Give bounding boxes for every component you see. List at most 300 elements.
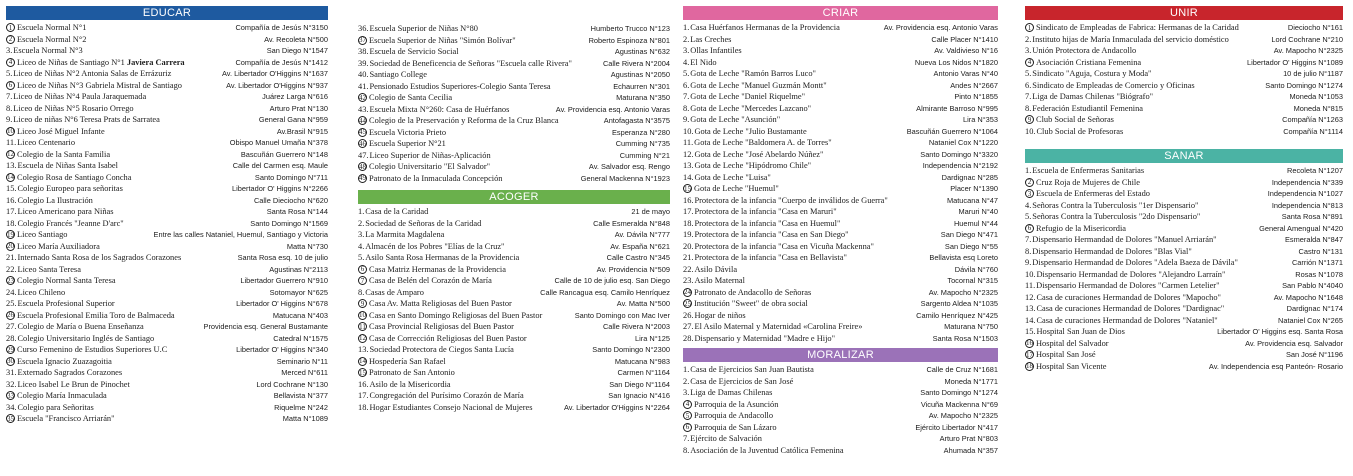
institution-name — [1032, 46, 1269, 55]
item-number: 21. — [6, 253, 17, 263]
institution-name-text: Sindicato de Empleadas de Fabrica: Hermanas de la Caridad — [1036, 23, 1239, 33]
item-number: 18. — [683, 218, 694, 228]
institution-address: Calle Castro N°345 — [606, 253, 670, 263]
institution-name-text: Hospedería San Rafael — [369, 356, 446, 366]
institution-address: Av. Recoleta N°500 — [264, 34, 328, 44]
item-number: 4. — [358, 241, 365, 251]
institution-address: Cumming N°735 — [615, 139, 670, 149]
institution-name-text: Sindicato "Aguja, Costura y Moda" — [1032, 69, 1152, 79]
item-number: 6. — [1025, 80, 1032, 90]
institution-address: General Amengual N°420 — [1259, 223, 1343, 233]
institution-name — [694, 196, 943, 205]
institution-name-text: Escuela Mixta N°260: Casa de Huérfanos — [369, 104, 510, 114]
institution-name-text: Escuela Ignacio Zuazagoitia — [17, 356, 112, 366]
institution-address: Av. Providencia esq. Antonio Varas — [555, 104, 670, 114]
circled-item-number: 29 — [7, 345, 14, 354]
section-list-criar — [683, 20, 998, 344]
institution-name-text: Federación Estudiantil Femenina — [1032, 103, 1143, 113]
list-item — [6, 287, 328, 299]
institution-name-text: Casa de curaciones Hermandad de Dolores "Dardignac" — [1036, 304, 1225, 314]
circled-item-number: 6 — [683, 423, 692, 432]
circled-item-number: 2 — [1025, 178, 1034, 187]
institution-address: Santa Rosa esq. 10 de julio — [237, 253, 328, 263]
section-list-moralizar — [683, 362, 998, 456]
institution-name-text: Señoras Contra la Tuberculosis "1er Dispensario" — [1032, 200, 1199, 210]
institution-name — [1032, 104, 1289, 113]
institution-name-text: Colegio de la Preservación y Reforma de la Cruz Blanca — [369, 116, 559, 126]
institution-name — [13, 46, 262, 55]
institution-address: Placer N°1390 — [950, 184, 998, 194]
institution-name-text: Liceo de Niñas N°3 Gabriela Mistral de Santiago — [17, 80, 182, 90]
list-item — [683, 114, 998, 126]
institution-name — [17, 276, 236, 285]
item-number: 11. — [683, 138, 694, 148]
circled-item-number: 10 — [7, 127, 14, 136]
institution-address: Arturo Prat N°803 — [939, 434, 998, 444]
list-item — [6, 68, 328, 80]
institution-name — [1036, 304, 1282, 313]
item-number: 27. — [6, 322, 17, 332]
item-number: 8. — [683, 103, 690, 113]
list-item — [683, 80, 998, 92]
institution-name — [369, 334, 631, 343]
institution-address: Rosas N°1078 — [1295, 269, 1343, 279]
circled-item-number: 42 — [359, 93, 366, 102]
item-number: 40. — [358, 70, 369, 80]
institution-name — [690, 104, 912, 113]
institution-name — [369, 265, 593, 274]
institution-name — [1036, 327, 1213, 336]
list-item — [1025, 234, 1343, 246]
institution-name-text: Hospital del Salvador — [1036, 338, 1109, 348]
institution-name — [17, 138, 226, 147]
circled-item-number: 37 — [359, 36, 366, 45]
item-number: 9. — [1025, 258, 1032, 268]
institution-address: Catedral N°1575 — [273, 333, 328, 343]
item-number: 47. — [358, 150, 369, 160]
list-item — [683, 264, 998, 276]
institution-name-text: Sociedad de Beneficencia de Señoras "Escuela calle Rivera" — [369, 58, 572, 68]
institution-name — [694, 311, 912, 320]
institution-address: Dávila N°760 — [954, 264, 998, 274]
institution-name — [17, 230, 150, 239]
item-number: 41. — [358, 81, 369, 91]
institution-name — [690, 446, 939, 455]
institution-address: Av. Providencia esq. Salvador — [1245, 338, 1343, 348]
institution-address: Av. Dávila N°777 — [614, 230, 670, 240]
institution-address: Libertador O' Higgins N°678 — [236, 299, 328, 309]
institution-name — [369, 151, 615, 160]
institution-name-text: Colegio de Santa Cecilia — [369, 93, 453, 103]
list-item — [1025, 303, 1343, 315]
column-1 — [6, 6, 328, 425]
institution-name — [694, 265, 950, 274]
institution-name-text: Colegio de María o Buena Enseñanza — [17, 322, 144, 332]
item-number: 14. — [683, 172, 694, 182]
institution-name — [694, 334, 928, 343]
item-number: 3. — [683, 388, 690, 398]
circled-item-number: 12 — [7, 150, 14, 159]
institution-address: General Mackenna N°1923 — [580, 173, 670, 183]
item-number: 11. — [6, 138, 17, 148]
institution-address: Entre las calles Nataniel, Huemul, Santiago y Victoria — [153, 230, 328, 240]
circled-item-number: 11 — [359, 322, 366, 331]
institution-name — [369, 36, 585, 45]
institution-address: Providencia esq. General Bustamante — [203, 322, 328, 332]
circled-item-number: 20 — [7, 242, 14, 251]
list-item — [358, 138, 670, 150]
institution-name — [17, 207, 262, 216]
institution-name — [694, 207, 954, 216]
circled-item-number: 10 — [359, 311, 366, 320]
list-item — [1025, 361, 1343, 373]
item-number: 18. — [6, 218, 17, 228]
list-item — [683, 206, 998, 218]
institution-name — [1036, 350, 1282, 359]
institution-address: Moneda N°815 — [1293, 103, 1343, 113]
list-item — [358, 321, 670, 333]
column-2 — [358, 6, 670, 413]
institution-name — [17, 253, 233, 262]
institution-name — [690, 58, 911, 67]
list-item — [683, 137, 998, 149]
section-header-acoger: ACOGER — [358, 190, 670, 204]
list-item — [358, 229, 670, 241]
institution-address: Bascuñán Guerrero N°1064 — [906, 126, 998, 136]
list-item — [683, 445, 998, 457]
item-number: 10. — [683, 126, 694, 136]
section-list-unir — [1025, 20, 1343, 137]
institution-name — [1032, 69, 1279, 78]
list-item — [358, 252, 670, 264]
institution-name-text: Casa de Belén del Corazón de María — [369, 276, 492, 286]
list-item — [358, 69, 670, 81]
list-item — [1025, 188, 1343, 200]
institution-address: San Diego N°471 — [940, 230, 998, 240]
institution-name — [17, 265, 265, 274]
institution-address: San José N°1196 — [1285, 350, 1343, 360]
institution-name-text: El Asilo Maternal y Maternidad «Carolina Freire» — [694, 322, 863, 332]
institution-name-bold: Javiera Carrera — [126, 57, 185, 67]
institution-name-text: Liceo Chileno — [17, 287, 66, 297]
item-number: 8. — [1025, 103, 1032, 113]
institution-name-text: Hogar Estudiantes Consejo Nacional de Mujeres — [369, 402, 533, 412]
institution-name-text: Sociedad de Señoras de la Caridad — [365, 218, 482, 228]
institution-address: Carrión N°1371 — [1291, 258, 1343, 268]
institution-address: Santo Domingo N°1569 — [250, 218, 328, 228]
institution-address: Santa Rosa N°144 — [266, 207, 328, 217]
institution-name-text: Casa Matriz Hermanas de la Providencia — [369, 264, 506, 274]
section-header-unir: UNIR — [1025, 6, 1343, 20]
institution-name-text: Protectora de la infancia "Casa en Maruri" — [694, 207, 837, 217]
item-number: 7. — [6, 92, 13, 102]
list-item — [1025, 349, 1343, 361]
list-item — [683, 34, 998, 46]
institution-address: Compañía N°1263 — [1282, 115, 1343, 125]
institution-name-text: Gota de Leche "Huemul" — [694, 184, 779, 194]
institution-name — [369, 322, 599, 331]
list-item — [358, 241, 670, 253]
list-item — [6, 22, 328, 34]
institution-name-text: Escuela de Enfermeras del Estado — [1036, 189, 1150, 199]
institution-address: Calle de Cruz N°1681 — [926, 365, 998, 375]
institution-address: Santa Rosa N°1503 — [932, 333, 998, 343]
institution-name-text: Ejército de Salvación — [690, 434, 762, 444]
item-number: 21. — [683, 253, 694, 263]
section-header-sanar: SANAR — [1025, 149, 1343, 163]
institution-address: Esmeralda N°847 — [1284, 235, 1343, 245]
list-item — [6, 390, 328, 402]
item-number: 22. — [6, 264, 17, 274]
circled-item-number: 1 — [6, 23, 15, 32]
institution-name-text: Asociación Cristiana Femenina — [1036, 57, 1142, 67]
institution-address: Riquelme N°242 — [274, 402, 328, 412]
item-number: 39. — [358, 58, 369, 68]
institution-address: Av. Matta N°500 — [616, 299, 670, 309]
list-item — [1025, 22, 1343, 34]
list-item — [358, 92, 670, 104]
list-item — [683, 103, 998, 115]
institution-address: General Gana N°959 — [258, 115, 328, 125]
institution-address: Matucana N°403 — [272, 310, 328, 320]
institution-address: Vicuña Mackenna N°69 — [920, 399, 998, 409]
institution-name-text: Dispensario Hermandad de Dolores "Manuel Arriarán" — [1032, 235, 1217, 245]
institution-name — [369, 139, 612, 148]
institution-name — [17, 288, 265, 297]
item-number: 12. — [1025, 292, 1036, 302]
institution-address: Roberto Espinoza N°801 — [588, 35, 670, 45]
institution-address: Santo Domingo N°1274 — [1265, 80, 1343, 90]
list-item — [6, 183, 328, 195]
institution-name-text: Pensionado Estudios Superiores-Colegio Santa Teresa — [369, 81, 551, 91]
institution-address: San Diego N°55 — [944, 241, 998, 251]
institution-address: Bellavista N°377 — [273, 391, 328, 401]
item-number: 32. — [6, 379, 17, 389]
institution-address: Merced N°611 — [281, 368, 328, 378]
institution-name — [690, 365, 922, 374]
institution-name — [694, 276, 943, 285]
institution-address: Agustinas N°632 — [614, 47, 670, 57]
list-item — [6, 114, 328, 126]
institution-name-text: Escuela Superior de Niñas "Simón Bolívar" — [369, 35, 516, 45]
list-item — [6, 275, 328, 287]
circled-item-number: 3 — [1025, 189, 1034, 198]
institution-name — [694, 161, 918, 170]
institution-name — [17, 334, 269, 343]
institution-name — [365, 230, 610, 239]
institution-address: Huemul N°44 — [953, 218, 998, 228]
institution-name — [365, 242, 606, 251]
institution-name — [1032, 201, 1268, 210]
list-item — [358, 173, 670, 185]
institution-name — [694, 288, 925, 297]
institution-name — [17, 391, 270, 400]
institution-address: Calle Rivera N°2003 — [602, 322, 670, 332]
institution-address: Dardignac N°174 — [1286, 304, 1343, 314]
item-number: 19. — [683, 230, 694, 240]
list-item — [683, 387, 998, 399]
circled-item-number: 14 — [7, 173, 14, 182]
item-number: 27. — [683, 322, 694, 332]
institution-name-text: Institución "Sweet" de obra social — [694, 299, 808, 309]
institution-address: Calle Placer N°1410 — [931, 34, 998, 44]
institution-name — [17, 23, 231, 32]
item-number: 34. — [6, 402, 17, 412]
institution-name — [365, 207, 627, 216]
item-number: 9. — [6, 115, 13, 125]
item-number: 1. — [683, 365, 690, 375]
list-item — [6, 333, 328, 345]
circled-item-number: 30 — [7, 357, 14, 366]
list-item — [683, 183, 998, 195]
institution-name — [369, 368, 613, 377]
list-item — [1025, 315, 1343, 327]
list-item — [6, 310, 328, 322]
institution-address: Dardignac N°285 — [941, 172, 998, 182]
institution-name-text: Gota de Leche "Ramón Barros Luco" — [690, 69, 816, 79]
institution-name — [17, 403, 270, 412]
list-item — [683, 433, 998, 445]
institution-address: Av. Mapocho N°2325 — [928, 287, 998, 297]
institution-name — [369, 105, 551, 114]
institution-name-text: Internado Santa Rosa de los Sagrados Corazones — [17, 253, 182, 263]
institution-name — [17, 58, 231, 67]
institution-address: Santo Domingo con Mac Iver — [574, 310, 670, 320]
institution-address: Independencia N°339 — [1271, 177, 1343, 187]
institution-name — [1036, 224, 1255, 233]
list-item — [6, 379, 328, 391]
institution-address: Maruri N°40 — [958, 207, 998, 217]
institution-address: Castro N°131 — [1298, 246, 1343, 256]
institution-name — [1032, 81, 1261, 90]
institution-name-text: Liceo José Miguel Infante — [17, 126, 105, 136]
institution-address: Lira N°353 — [962, 115, 998, 125]
institution-name — [690, 115, 959, 124]
item-number: 3. — [683, 46, 690, 56]
circled-item-number: 35 — [7, 414, 14, 423]
list-item — [6, 321, 328, 333]
institution-name-text: Asociación de la Juventud Católica Femenina — [690, 445, 844, 455]
institution-name — [1036, 339, 1241, 348]
circled-item-number: 12 — [359, 334, 366, 343]
institution-address: Nataniel Cox N°265 — [1278, 315, 1343, 325]
institution-name — [17, 357, 273, 366]
circled-item-number: 5 — [683, 411, 692, 420]
item-number: 11. — [1025, 281, 1036, 291]
institution-name-text: Refugio de la Misericordia — [1036, 223, 1127, 233]
list-item — [358, 35, 670, 47]
institution-name-text: Liga de Damas Chilenas "Biógrafo" — [1032, 92, 1154, 102]
institution-address: Dieciocho N°161 — [1287, 23, 1343, 33]
institution-name-text: Escuela Superior N°21 — [369, 139, 446, 149]
institution-name-text: Colegio Europeo para señoritas — [17, 184, 123, 194]
institution-name — [694, 127, 902, 136]
list-item — [1025, 45, 1343, 57]
institution-address: Agustinas N°2050 — [610, 70, 670, 80]
institution-name-text: Colegio Rosa de Santiago Concha — [17, 172, 132, 182]
institution-name-text: Santiago College — [369, 70, 427, 80]
list-item — [358, 104, 670, 116]
list-item — [358, 344, 670, 356]
item-number: 28. — [6, 333, 17, 343]
item-number: 20. — [683, 241, 694, 251]
institution-name-text: Gota de Leche "Julio Bustamante — [694, 126, 807, 136]
institution-name-text: Liceo de Niñas de Santiago N°1 — [17, 57, 127, 67]
list-item — [683, 241, 998, 253]
institution-name-text: Escuela Normal N°3 — [13, 46, 83, 56]
institution-name — [1036, 58, 1243, 67]
institution-name — [17, 173, 251, 182]
institution-name — [1032, 247, 1294, 256]
item-number: 4. — [683, 57, 690, 67]
institution-address: Calle Rancagua esq. Camilo Henríquez — [540, 287, 670, 297]
institution-name — [694, 184, 946, 193]
institution-name-text: Almacén de los Pobres "Elías de la Cruz" — [365, 241, 505, 251]
item-number: 43. — [358, 104, 369, 114]
institution-name-text: Liceo Superior de Niñas-Aplicación — [369, 150, 491, 160]
list-item — [358, 367, 670, 379]
institution-name-text: Liceo de Niñas N°2 Antonia Salas de Errázuriz — [13, 69, 172, 79]
list-item — [1025, 68, 1343, 80]
list-item — [683, 149, 998, 161]
circled-item-number: 18 — [1026, 362, 1033, 371]
list-item — [1025, 80, 1343, 92]
item-number: 17. — [358, 391, 369, 401]
circled-item-number: 25 — [684, 299, 691, 308]
institution-name-text: Casa de curaciones Hermandad de Dolores "Mapocho" — [1036, 292, 1221, 302]
institution-name — [1036, 270, 1291, 279]
institution-name-text: Hospital San José — [1036, 350, 1096, 360]
institution-name-text: Casa de la Caridad — [365, 207, 429, 217]
list-item — [683, 422, 998, 434]
institution-name-text: Hogar de niños — [694, 310, 746, 320]
institution-name-text: Escuela de Niñas Santa Isabel — [17, 161, 118, 171]
institution-name — [694, 400, 917, 409]
institution-name — [694, 219, 949, 228]
institution-name-text: Colegio Universitario "El Salvador" — [369, 162, 491, 172]
list-item — [683, 126, 998, 138]
institution-name — [369, 24, 586, 33]
institution-address: Agustinas N°2113 — [269, 264, 328, 274]
institution-name — [690, 46, 930, 55]
item-number: 7. — [1025, 92, 1032, 102]
section-header-educar: EDUCAR — [6, 6, 328, 20]
institution-address: Calle del Carmen esq. Maule — [232, 161, 328, 171]
institution-name-text: Casa de curaciones Hermandad de Dolores "Nataniel" — [1036, 315, 1218, 325]
institution-name-text: Asilo Dávila — [694, 264, 738, 274]
institution-name — [690, 434, 935, 443]
institution-name-text: Patronato de Andacollo de Señoras — [694, 287, 812, 297]
institution-name — [369, 380, 605, 389]
institution-address: Matta N°1089 — [282, 414, 328, 424]
circled-item-number: 9 — [1025, 115, 1034, 124]
institution-address: Calle Dieciocho N°620 — [253, 195, 328, 205]
institution-name — [694, 173, 937, 182]
list-item — [683, 218, 998, 230]
institution-name — [690, 81, 946, 90]
institution-address: Echaurren N°301 — [613, 81, 670, 91]
institution-address: Maturana N°350 — [616, 93, 670, 103]
institution-name — [17, 299, 232, 308]
institution-name-text: Señoras Contra la Tuberculosis "2do Dispensario" — [1032, 212, 1201, 222]
list-item — [1025, 246, 1343, 258]
institution-address: Av. Mapocho N°2325 — [1273, 46, 1343, 56]
institution-name-text: La Marmita Magdalena — [365, 230, 445, 240]
circled-item-number: 14 — [359, 357, 366, 366]
list-item — [683, 160, 998, 172]
list-item — [6, 402, 328, 414]
list-item — [6, 356, 328, 368]
